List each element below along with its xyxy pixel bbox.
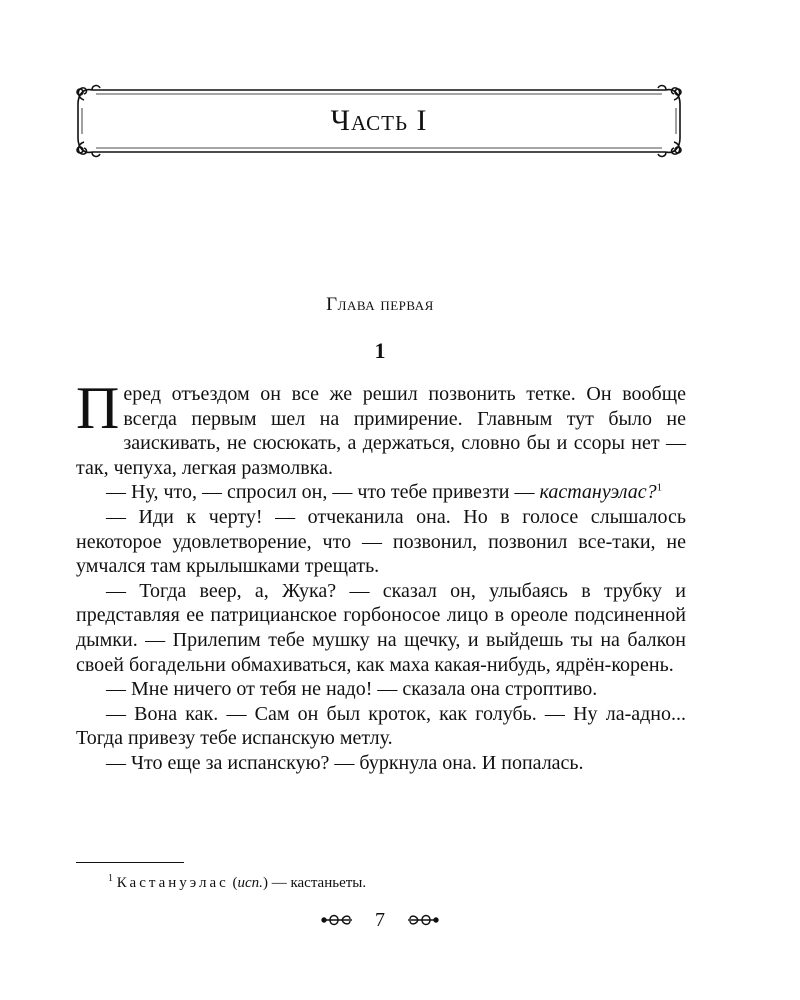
paragraph-text: — Вона как. — Сам он был кроток, как голубь. — Ну ла-адно... Тогда привезу тебе испанскую метлу. [76,702,686,750]
footnote-definition: — кастаньеты. [271,875,367,891]
footnote-number: 1 [108,873,113,884]
flourish-right-icon [406,910,440,930]
paragraph-text: — Тогда веер, а, Жука? — сказал он, улыбаясь в трубку и представляя ее патрицианское горбоносое лицо в ореоле подсиненной дымки. — Прилепим тебе мушку на щечку, и выйдешь ты на балкон своей богадельни обмахиваться, как маха какая-нибудь, ядрён-корень. [76,579,686,676]
paragraph [76,505,686,579]
footnote-divider [76,862,184,863]
paragraph [76,480,686,505]
paragraph-text: — Иди к черту! — отчеканила она. Но в голосе слышалось некоторое удовлетворение, что — позвонил, позвонил все-таки, не умчался там крылышками трещать. [76,505,686,578]
paragraph [76,579,686,677]
paragraph-text: — Ну, что, — спросил он, — что тебе привезти — [106,481,540,504]
paragraph [76,677,686,702]
part-title: Часть I [330,104,428,137]
italic-term: кастануэлас? [539,481,657,504]
paragraph [76,375,686,480]
section-number: 1 [374,338,386,363]
body-text [76,375,686,776]
footnote-lang: исп. [237,875,263,891]
page-footer [0,908,760,932]
paragraph [76,702,686,751]
paragraph-text: — Мне ничего от тебя не надо! — сказала она строптиво. [106,678,598,701]
drop-cap: П [76,375,120,441]
footnote-mark[interactable]: 1 [656,481,663,494]
chapter-title: Глава первая [326,294,434,315]
paragraph [76,751,686,776]
part-title-frame [70,82,688,160]
paragraph-text: еред отъездом он все же решил позвонить тетке. Он вообще всегда первым шел на примирение. Главным тут было не заискивать, не сюсюкать, а держаться, словно бы и ссоры нет — так, чепуха, легкая размолвка. [76,383,686,479]
paragraph-text: — Что еще за испанскую? — буркнула она. И попалась. [106,751,584,774]
page-number: 7 [375,908,385,931]
footnote: $^1$ Кастануэлас (исп.) — кастаньеты. [108,873,367,891]
flourish-left-icon [320,910,354,930]
footnote-term: Кастануэлас [116,875,229,891]
